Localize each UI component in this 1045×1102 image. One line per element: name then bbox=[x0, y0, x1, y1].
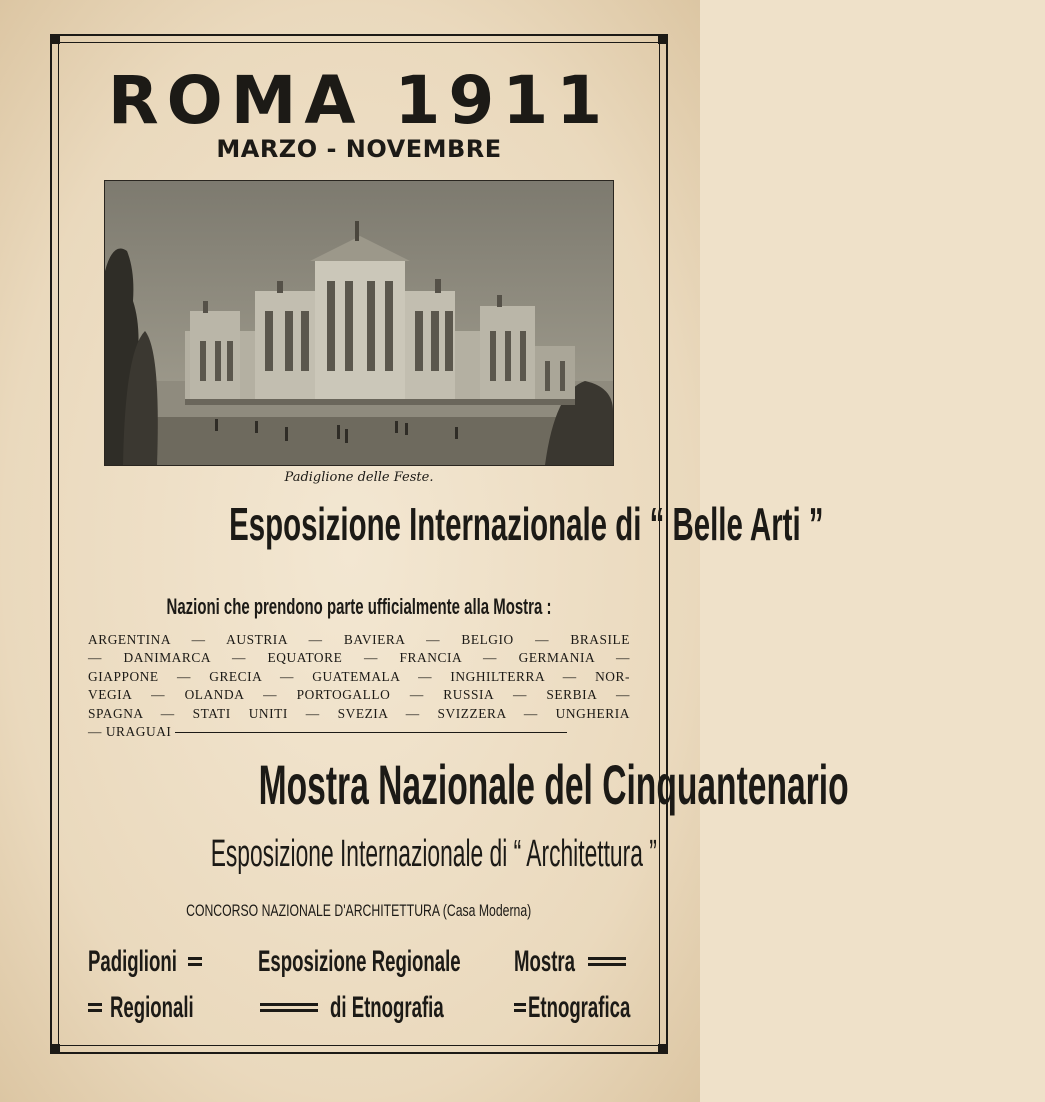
nations-heading-text: Nazioni che prendono parte ufficialmente alla Mostra : bbox=[166, 594, 552, 619]
double-bar-ornament bbox=[188, 954, 202, 969]
pavilions-line: Mostra bbox=[514, 945, 575, 978]
heading-cinquantenario-text: Mostra Nazionale del Cinquantenario bbox=[258, 753, 849, 816]
heading-architettura-text: Esposizione Internazionale di “ Architettura ” bbox=[210, 833, 657, 875]
pavilions-column-regional bbox=[88, 942, 268, 1022]
corner-ornament bbox=[50, 1044, 60, 1054]
heading-cinquantenario bbox=[62, 752, 849, 819]
pavilions-column-ethnography bbox=[258, 942, 478, 1022]
pavilion-engraving-image bbox=[104, 180, 614, 466]
rule-divider bbox=[175, 732, 567, 733]
pavilions-line: di Etnografia bbox=[330, 991, 444, 1024]
pavilions-column-mostra bbox=[514, 942, 644, 1022]
countries-line: ARGENTINA — AUSTRIA — BAVIERA — BELGIO — BRASILE bbox=[88, 632, 630, 647]
pavilions-line: Esposizione Regionale bbox=[258, 945, 461, 978]
double-bar-ornament bbox=[88, 1000, 102, 1015]
corner-ornament bbox=[50, 34, 60, 44]
countries-line: — DANIMARCA — EQUATORE — FRANCIA — GERMANIA — bbox=[88, 650, 630, 666]
heading-belle-arti-text: Esposizione Internazionale di “ Belle Arti ” bbox=[229, 498, 824, 550]
countries-list bbox=[88, 631, 630, 741]
countries-line-text: — URAGUAI bbox=[88, 723, 172, 739]
heading-belle-arti bbox=[62, 496, 824, 552]
pavilions-line: Regionali bbox=[110, 991, 194, 1024]
poster-subtitle: MARZO - NOVEMBRE bbox=[216, 135, 502, 163]
poster-title: ROMA 1911 bbox=[107, 62, 611, 139]
countries-line: GIAPPONE — GRECIA — GUATEMALA — INGHILTERRA — NOR- bbox=[88, 668, 630, 684]
countries-line: VEGIA — OLANDA — PORTOGALLO — RUSSIA — SERBIA — bbox=[88, 687, 630, 703]
heading-architettura bbox=[62, 830, 656, 877]
corner-ornament bbox=[658, 34, 668, 44]
corner-ornament bbox=[658, 1044, 668, 1054]
double-bar-ornament bbox=[514, 1000, 526, 1015]
countries-line: SPAGNA — STATI UNITI — SVEZIA — SVIZZERA — UNGHERIA bbox=[88, 705, 630, 721]
poster-content bbox=[62, 46, 849, 1042]
concorso-text: CONCORSO NAZIONALE D'ARCHITETTURA (Casa Moderna) bbox=[186, 901, 532, 920]
pavilions-line: Padiglioni bbox=[88, 945, 177, 978]
nations-heading bbox=[62, 594, 656, 621]
double-bar-ornament bbox=[260, 1000, 318, 1015]
image-caption: Padiglione delle Feste. bbox=[284, 470, 434, 485]
pavilions-line: Etnografica bbox=[528, 991, 631, 1024]
countries-line-last bbox=[88, 723, 630, 741]
double-bar-ornament bbox=[588, 954, 626, 969]
concorso-line bbox=[62, 900, 656, 922]
